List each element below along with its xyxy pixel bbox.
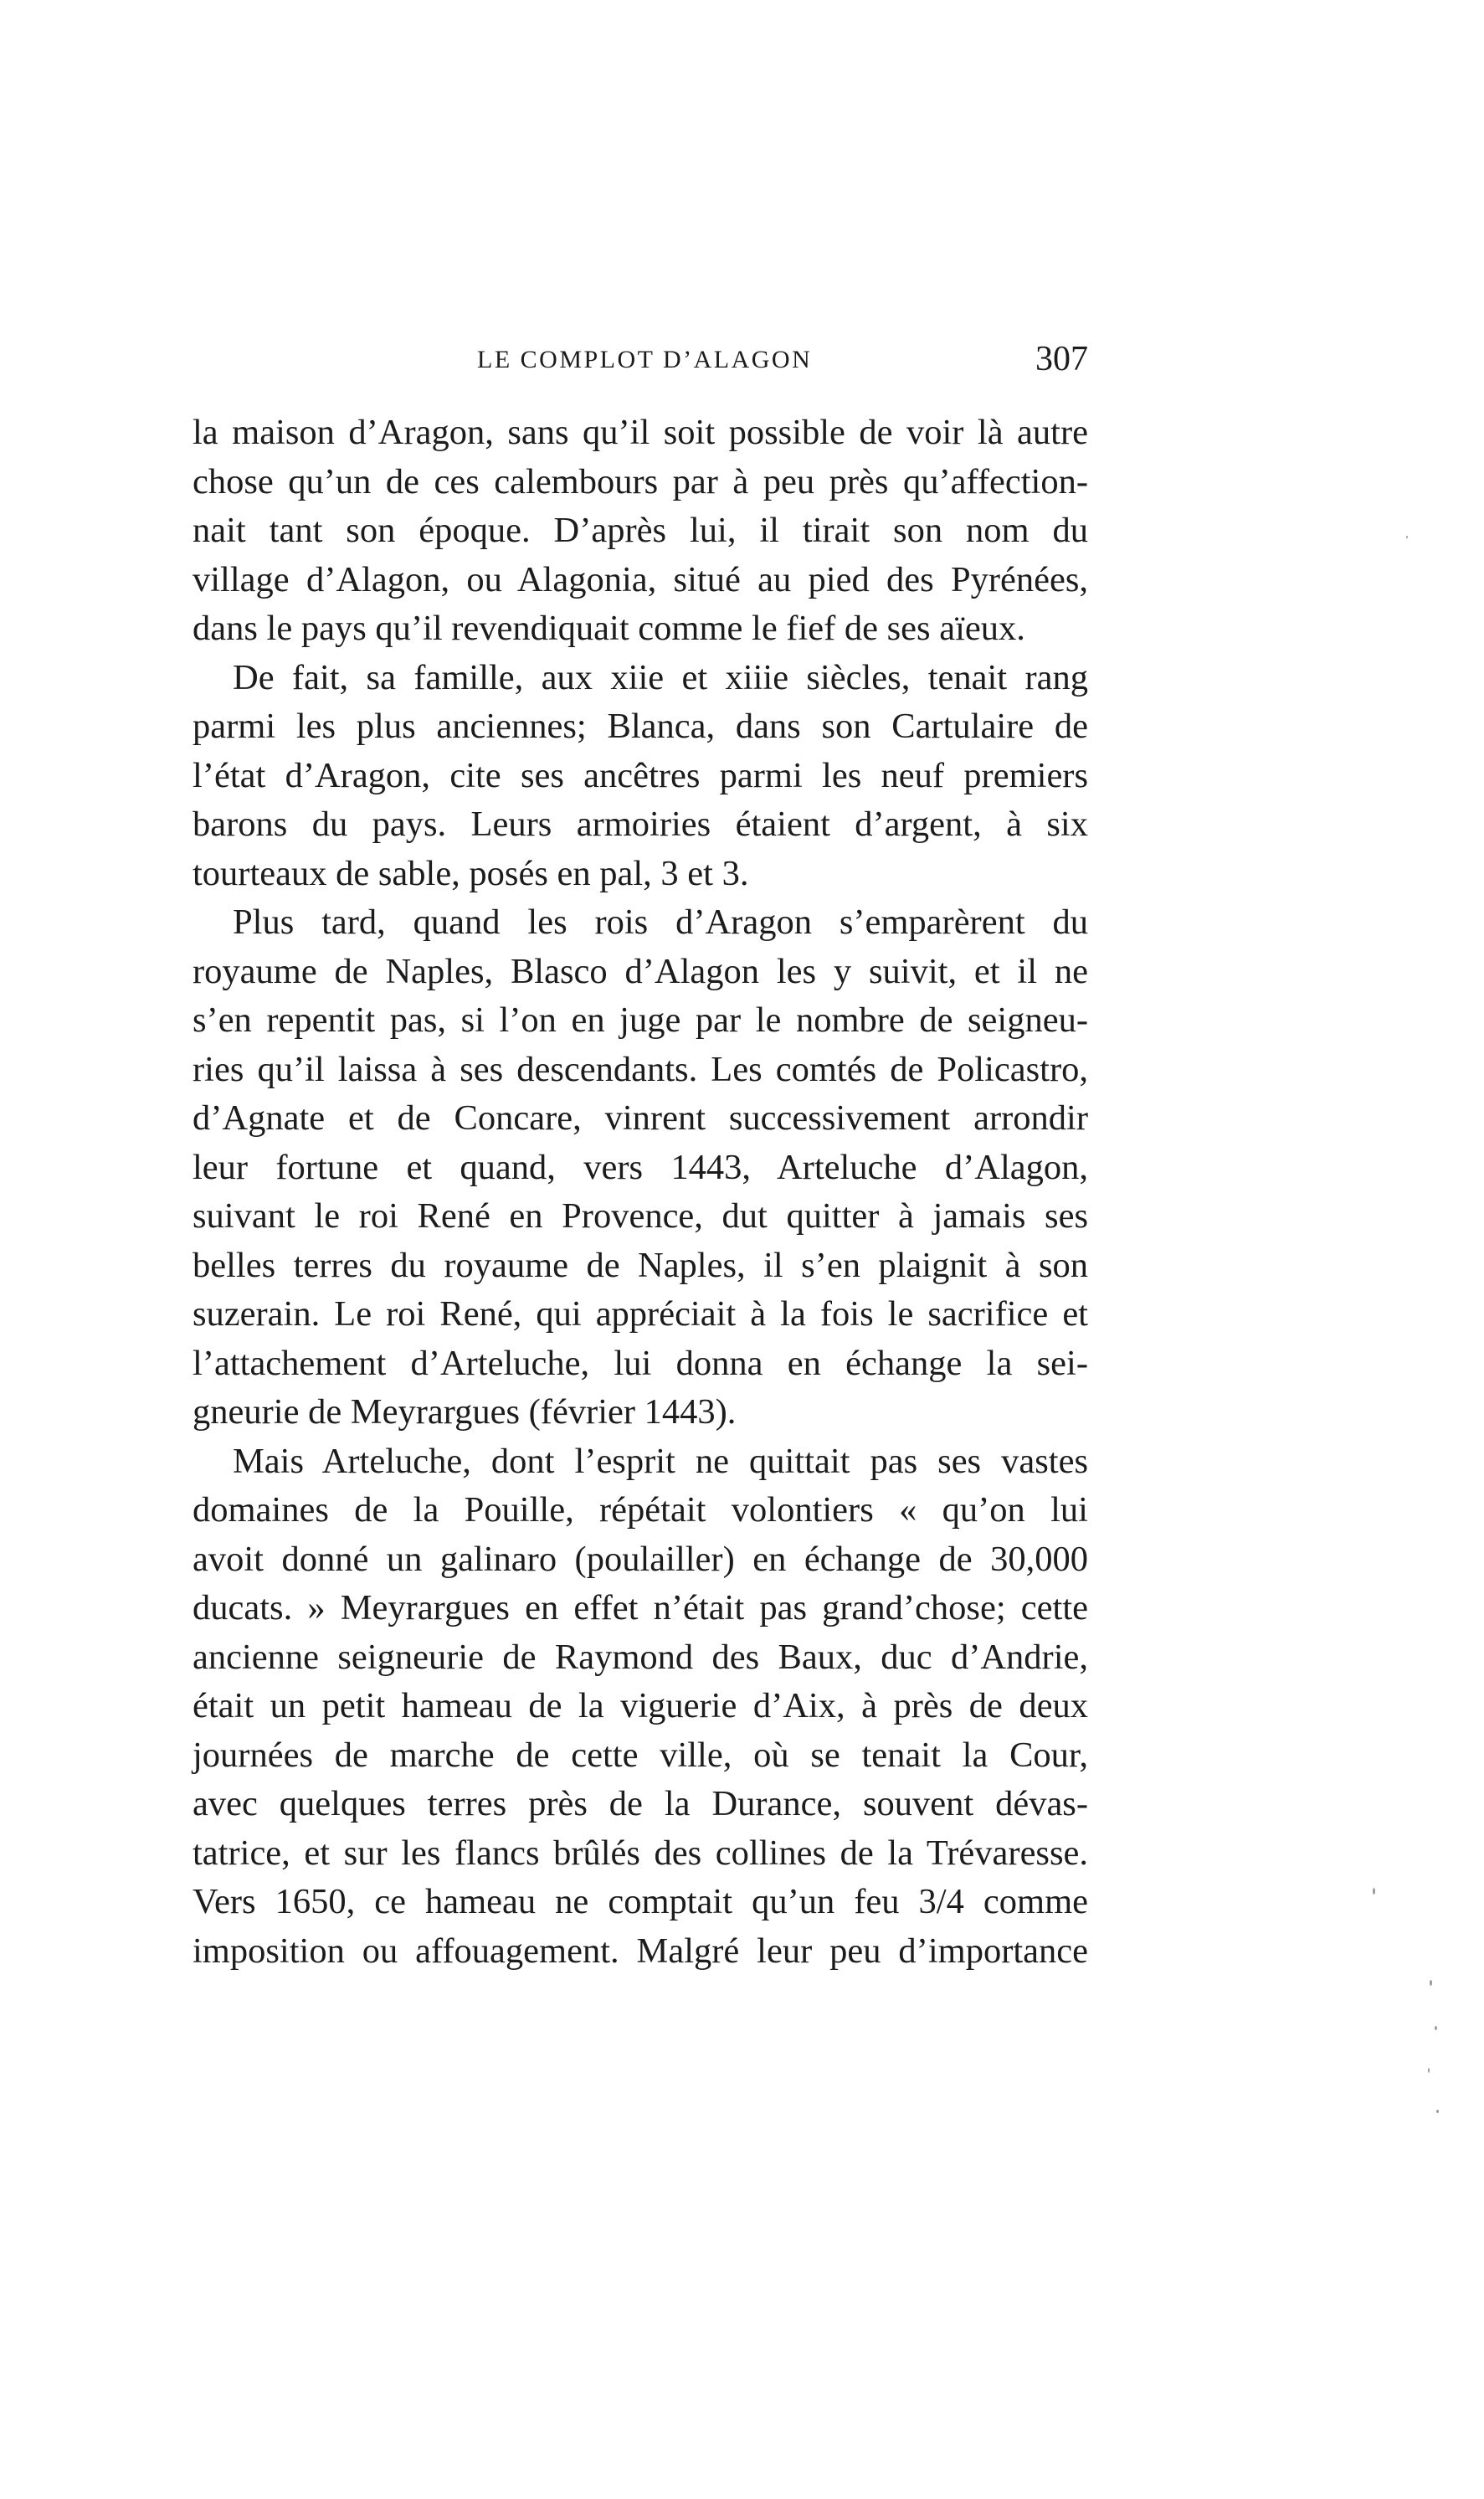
text-line: royaume de Naples, Blasco d’Alagon les y suivit, et il ne [193,951,1088,991]
text-line: la maison d’Aragon, sans qu’il soit possible de voir là autre [193,413,1088,452]
text-line: journées de marche de cette ville, où se tenait la Cour, [193,1735,1088,1775]
text-line: l’attachement d’Arteluche, lui donna en échange la sei- [193,1343,1088,1383]
text-line: dans le pays qu’il revendiquait comme le fief de ses aïeux. [193,609,1025,648]
text-line: Plus tard, quand les rois d’Aragon s’emparèrent du [233,902,1088,942]
text-line: d’Agnate et de Concare, vinrent successivement arrondir [193,1098,1088,1138]
text-line: tatrice, et sur les flancs brûlés des collines de la Trévaresse. [193,1833,1088,1873]
text-line: suzerain. Le roi René, qui appréciait à la fois le sacrifice et [193,1294,1088,1334]
running-title: LE COMPLOT D’ALAGON [477,346,813,373]
scan-speck [1406,536,1408,538]
text-line: Vers 1650, ce hameau ne comptait qu’un feu 3/4 comme [193,1882,1088,1921]
text-line: imposition ou affouagement. Malgré leur peu d’importance [193,1931,1088,1971]
text-line: tourteaux de sable, posés en pal, 3 et 3. [193,853,749,893]
text-line: gneurie de Meyrargues (février 1443). [193,1392,737,1432]
text-line: belles terres du royaume de Naples, il s’en plaignit à son [193,1245,1088,1285]
text-line: domaines de la Pouille, répétait volontiers « qu’on lui [193,1490,1088,1530]
text-line: nait tant son époque. D’après lui, il tirait son nom du [193,511,1088,550]
text-line: avoit donné un galinaro (poulailler) en échange de 30,000 [193,1539,1088,1579]
text-line: suivant le roi René en Provence, dut quitter à jamais ses [193,1196,1088,1236]
text-line: chose qu’un de ces calembours par à peu près qu’affection- [193,461,1088,501]
text-line: ancienne seigneurie de Raymond des Baux, duc d’Andrie, [193,1637,1088,1677]
scan-speck [1428,2068,1430,2073]
text-line: l’état d’Aragon, cite ses ancêtres parmi les neuf premiers [193,755,1088,795]
scan-speck [1430,1980,1432,1986]
text-line: barons du pays. Leurs armoiries étaient d’argent, à six [193,805,1088,844]
text-line: parmi les plus anciennes; Blanca, dans son Cartulaire de [193,707,1088,746]
body-text [193,409,1088,1976]
scan-speck [1435,2026,1437,2030]
page-number: 307 [1035,340,1088,378]
text-line: était un petit hameau de la viguerie d’Aix, à près de deux [193,1686,1088,1725]
text-line: village d’Alagon, ou Alagonia, situé au pied des Pyrénées, [193,559,1088,599]
text-line: leur fortune et quand, vers 1443, Arteluche d’Alagon, [193,1147,1088,1187]
scan-speck [1436,2110,1439,2113]
running-head [193,339,1088,389]
text-line: De fait, sa famille, aux xiie et xiiie siècles, tenait rang [233,657,1088,697]
text-line: s’en repentit pas, si l’on en juge par le nombre de seigneu- [193,1000,1088,1040]
text-line: ries qu’il laissa à ses descendants. Les comtés de Policastro, [193,1049,1088,1089]
scan-speck [1373,1888,1375,1895]
text-line: avec quelques terres près de la Durance, souvent dévas- [193,1784,1088,1823]
text-line: ducats. » Meyrargues en effet n’était pas grand’chose; cette [193,1588,1088,1627]
text-line: Mais Arteluche, dont l’esprit ne quittait pas ses vastes [233,1441,1088,1481]
